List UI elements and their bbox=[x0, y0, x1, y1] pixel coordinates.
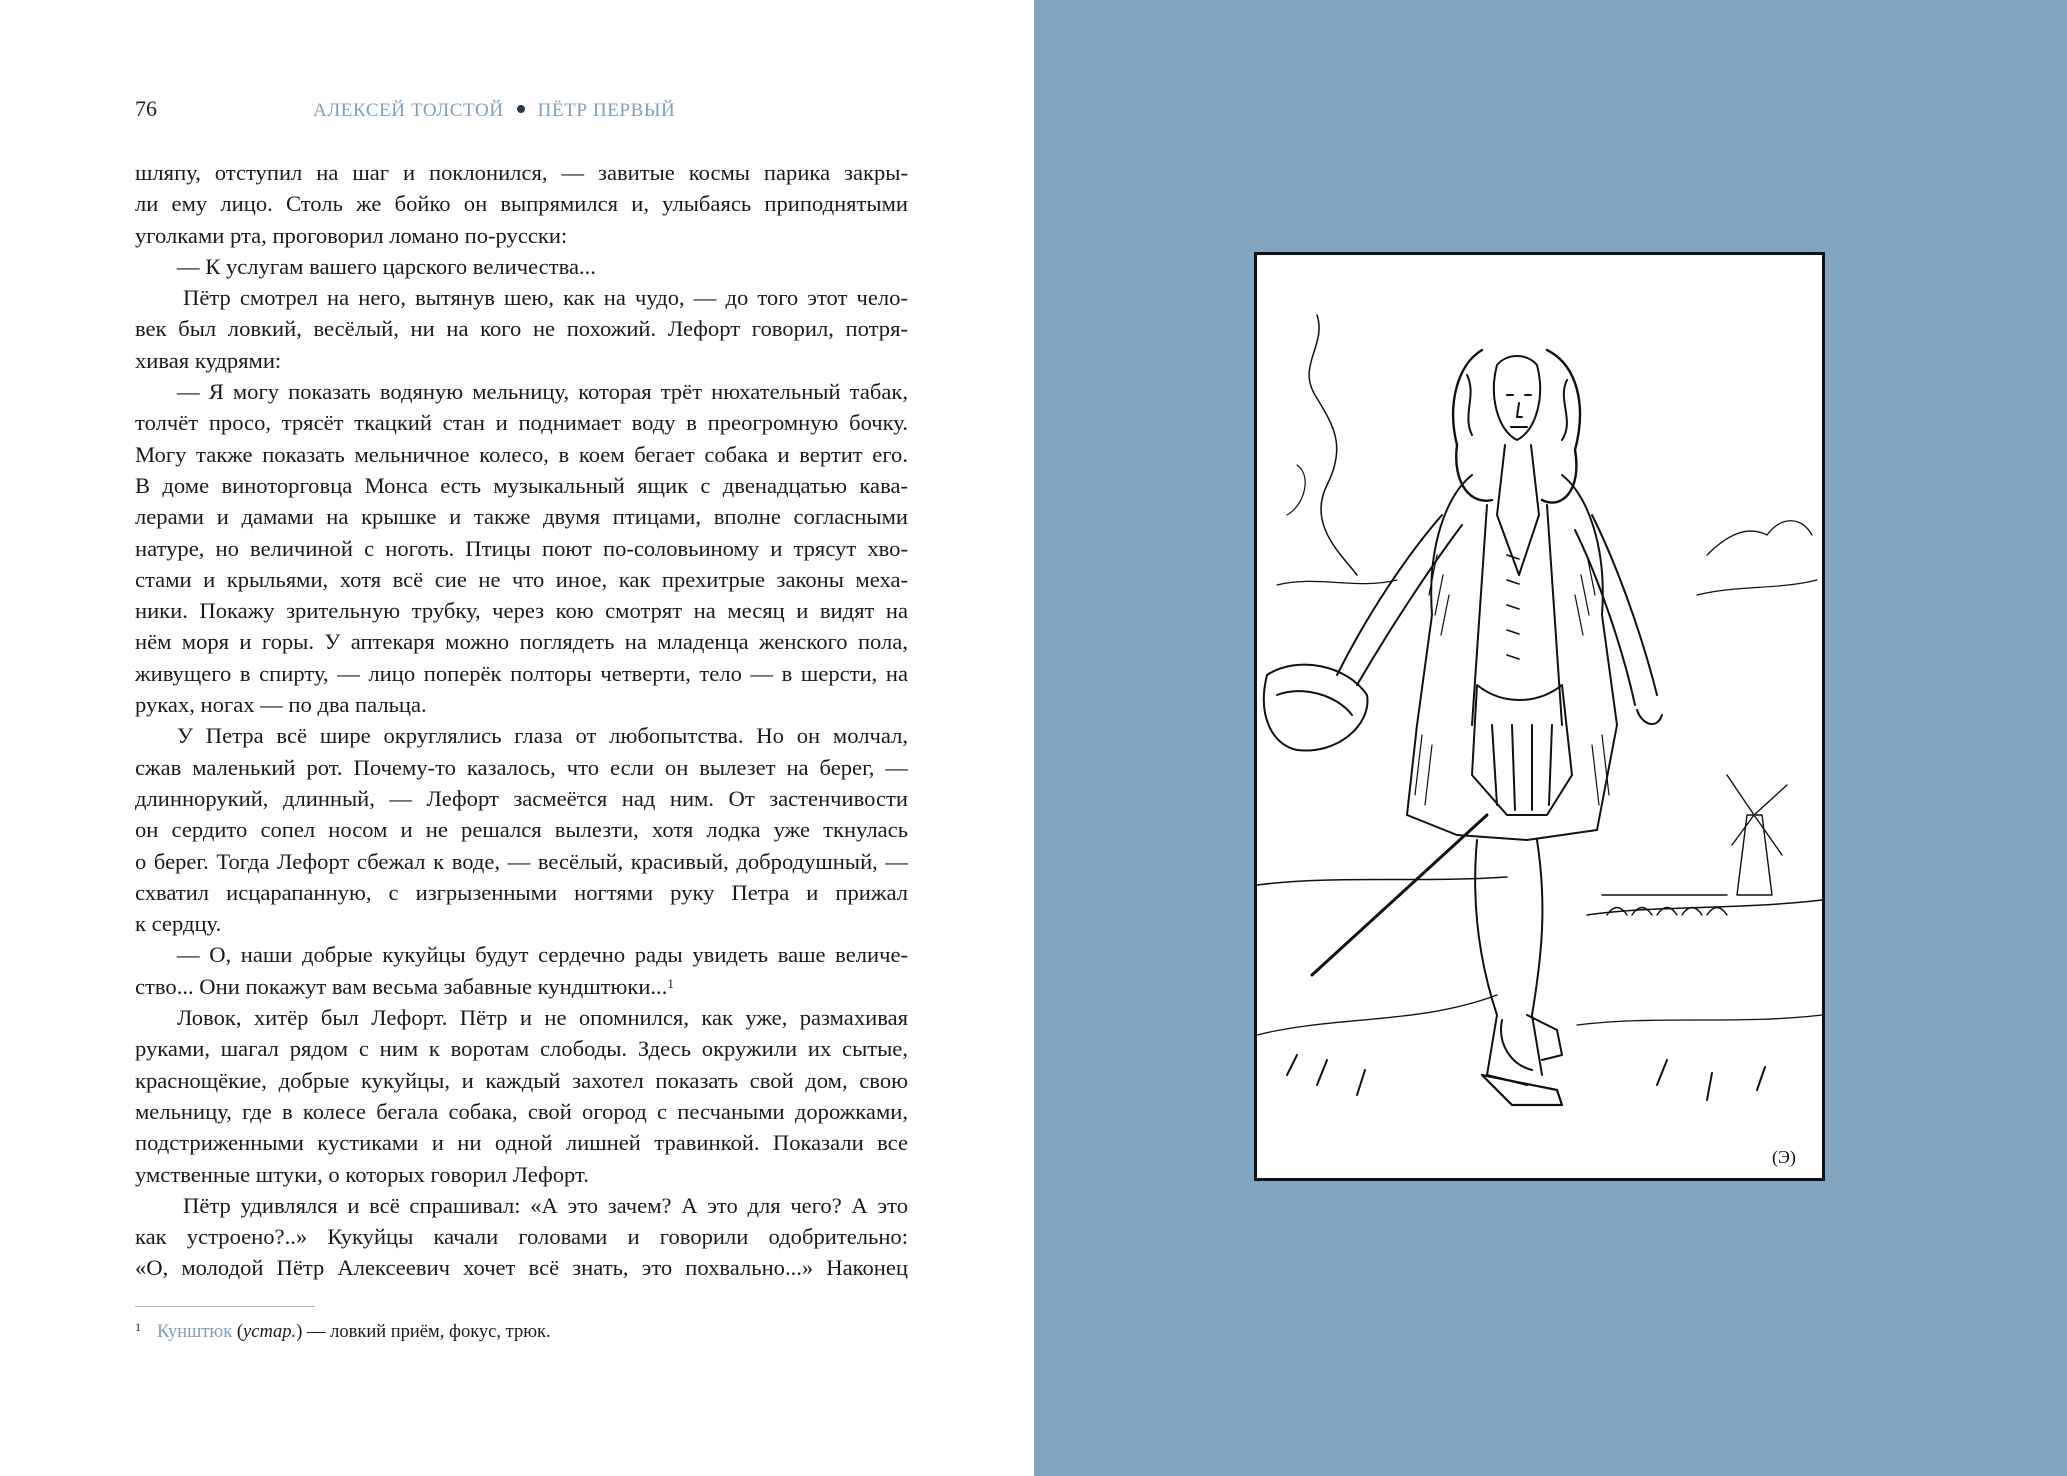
text-line: В доме виноторговца Монса есть музыкальный ящик с двенадцатью кава- bbox=[135, 472, 908, 498]
text-line: Могу также показать мельничное колесо, в коем бегает собака и вертит его. bbox=[135, 441, 908, 467]
footnote-abbreviation: устар. bbox=[243, 1322, 297, 1342]
hat bbox=[1264, 665, 1368, 751]
cloud-lines bbox=[1309, 315, 1357, 575]
footnote-definition: — ловкий приём, фокус, трюк. bbox=[302, 1322, 551, 1342]
text-line: уголками рта, проговорил ломано по-русски: bbox=[135, 222, 568, 248]
text-line: умственные штуки, о которых говорил Лефорт. bbox=[135, 1161, 589, 1187]
footnote-paren-open: ( bbox=[236, 1322, 244, 1342]
horizon bbox=[1257, 877, 1507, 885]
text-line: подстриженными кустиками и ни одной лишней травинкой. Показали все bbox=[135, 1130, 908, 1156]
text-line: руках, ногах — по два пальца. bbox=[135, 692, 427, 718]
text-line: Ловок, хитёр был Лефорт. Пётр и не опомнился, как уже, размахивая bbox=[177, 1005, 908, 1031]
text-line: толчёт просо, трясёт ткацкий стан и поднимает воду в преогромную бочку. bbox=[135, 410, 908, 436]
text-line: мельницу, где в колесе бегала собака, свой огород с песчаными дорожками, bbox=[135, 1098, 908, 1124]
cravat bbox=[1497, 445, 1539, 575]
sash bbox=[1472, 685, 1572, 815]
cane bbox=[1312, 815, 1487, 975]
footnote-mark: 1 bbox=[135, 1320, 141, 1334]
ground bbox=[1257, 995, 1497, 1035]
footnote-divider bbox=[135, 1306, 315, 1307]
running-title bbox=[313, 96, 675, 122]
text-line: ники. Покажу зрительную трубку, через кою смотрят на месяц и видят на bbox=[135, 598, 908, 624]
text-line: — К услугам вашего царского величества... bbox=[177, 253, 596, 279]
author-name: АЛЕКСЕЙ ТОЛСТОЙ bbox=[313, 100, 504, 121]
footnote-term: Кунштюк bbox=[157, 1322, 233, 1342]
text-line: нём моря и горы. У аптекаря можно поглядеть на младенца женского пола, bbox=[135, 629, 908, 655]
shoes bbox=[1482, 1075, 1562, 1105]
text-line: хивая кудрями: bbox=[135, 347, 282, 373]
text-line: — Я могу показать водяную мельницу, которая трёт нюхательный табак, bbox=[177, 379, 908, 405]
text-line: длиннорукий, длинный, — Лефорт засмеётся над ним. От застенчивости bbox=[135, 785, 908, 811]
illustration-frame bbox=[1254, 252, 1825, 1181]
text-line: «О, молодой Пётр Алексеевич хочет всё знать, это похвально...» Наконец bbox=[135, 1255, 908, 1281]
text-line: к сердцу. bbox=[135, 911, 222, 937]
text-line: сжав маленький рот. Почему-то казалось, что если он вылезет на берег, — bbox=[135, 754, 908, 780]
windmill bbox=[1727, 775, 1787, 895]
text-line: Пётр удивлялся и всё спрашивал: «А это зачем? А это для чего? А это bbox=[183, 1192, 908, 1218]
footnote bbox=[135, 1322, 551, 1343]
text-line: натуре, но величиной с ноготь. Птицы поют по-соловьиному и трясут хво- bbox=[135, 535, 908, 561]
book-title: ПЁТР ПЕРВЫЙ bbox=[537, 100, 676, 121]
body-text bbox=[135, 157, 908, 1284]
text-line: ли ему лицо. Столь же бойко он выпрямился и, улыбаясь приподнятыми bbox=[135, 191, 908, 217]
text-line: как устроено?..» Кукуйцы качали головами и говорили одобрительно: bbox=[135, 1224, 908, 1250]
text-line: схватил исцарапанную, с изгрызенными ногтями руку Петра и прижал bbox=[135, 879, 908, 905]
text-line: стами и крыльями, хотя всё сие не что иное, как прехитрые законы меха- bbox=[135, 566, 908, 592]
bullet-separator-icon bbox=[517, 105, 525, 113]
portrait-illustration bbox=[1257, 255, 1822, 1178]
running-head bbox=[135, 96, 915, 126]
footnote-reference[interactable]: 1 bbox=[667, 975, 674, 991]
text-line bbox=[135, 971, 908, 1002]
text-line: Пётр смотрел на него, вытянув шею, как на чудо, — до того этот чело- bbox=[183, 285, 908, 311]
illustrator-signature: (Э) bbox=[1772, 1147, 1796, 1167]
text-line: он сердито сопел носом и не решался вылезти, хотя лодка уже ткнулась bbox=[135, 817, 908, 843]
page-number: 76 bbox=[135, 96, 157, 121]
footnote-paren-close: ) bbox=[296, 1322, 303, 1342]
cloud-right bbox=[1707, 521, 1812, 555]
text-line: — О, наши добрые кукуйцы будут сердечно рады увидеть ваше величе- bbox=[177, 942, 908, 968]
text-line: лерами и дамами на крышке и также двумя птицами, вполне согласными bbox=[135, 504, 908, 530]
right-leg bbox=[1532, 840, 1542, 1075]
text-line: руками, шагал рядом с ним к воротам слободы. Здесь окружили их сытые, bbox=[135, 1036, 908, 1062]
text-line: шляпу, отступил на шаг и поклонился, — завитые космы парика закры- bbox=[135, 160, 908, 185]
text-line: живущего в спирту, — лицо поперёк полторы четверти, тело — в шерсти, на bbox=[135, 660, 908, 686]
text-line: о берег. Тогда Лефорт сбежал к воде, — весёлый, красивый, добродушный, — bbox=[135, 848, 908, 874]
text-line: У Петра всё шире округлялись глаза от любопытства. Но он молчал, bbox=[177, 723, 908, 749]
text-line: век был ловкий, весёлый, ни на кого не похожий. Лефорт говорил, потря- bbox=[135, 316, 908, 342]
text-line-content: ство... Они покажут вам весьма забавные кундштюки... bbox=[135, 973, 668, 999]
text-line: краснощёкие, добрые кукуйцы, и каждый захотел показать свой дом, свою bbox=[135, 1067, 908, 1093]
